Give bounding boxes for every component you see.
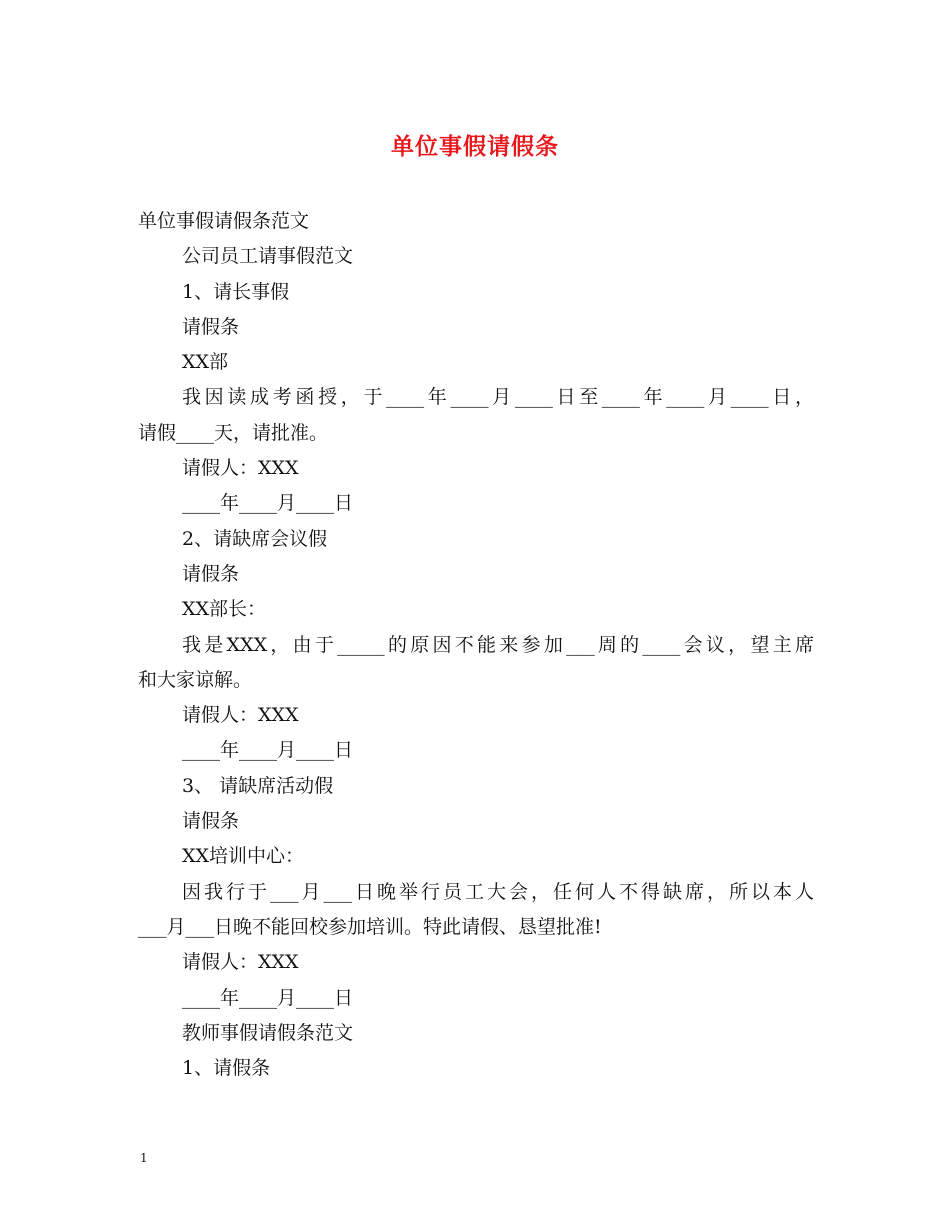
text-line: 请假条 xyxy=(182,562,240,585)
text-line: 教师事假请假条范文 xyxy=(182,1021,354,1044)
text-line: 请假人：XXX xyxy=(182,704,299,727)
text-line: 和大家谅解。 xyxy=(138,668,253,691)
text-line: XX部 xyxy=(182,351,229,374)
text-line: ___月___日晚不能回校参加培训。特此请假、恳望批准! xyxy=(138,915,602,938)
text-line: 请假条 xyxy=(182,315,240,338)
document-title: 单位事假请假条 xyxy=(391,133,559,160)
text-line: 我是XXX，由于_____的原因不能来参加___周的____会议，望主席 xyxy=(182,633,814,656)
document-body xyxy=(138,204,814,1086)
text-line: XX培训中心： xyxy=(182,845,305,868)
text-line: ____年____月____日 xyxy=(182,986,354,1009)
page-number: 1 xyxy=(140,1151,148,1165)
text-line: 1、请长事假 xyxy=(182,280,290,303)
text-line: ____年____月____日 xyxy=(182,492,354,515)
text-line: 请假____天，请批准。 xyxy=(138,421,329,444)
text-line: ____年____月____日 xyxy=(182,739,354,762)
text-line: XX部长： xyxy=(182,598,267,621)
text-line: 我因读成考函授，于____年____月____日至____年____月____日， xyxy=(182,386,814,409)
text-line: 请假人：XXX xyxy=(182,951,299,974)
text-line: 单位事假请假条范文 xyxy=(138,210,310,232)
text-line: 1、请假条 xyxy=(182,1057,271,1080)
text-line: 3、 请缺席活动假 xyxy=(182,774,334,797)
text-line: 请假人：XXX xyxy=(182,457,299,480)
text-line: 因我行于___月___日晚举行员工大会，任何人不得缺席，所以本人 xyxy=(182,880,814,903)
text-line: 2、请缺席会议假 xyxy=(182,527,328,550)
text-line: 请假条 xyxy=(182,810,240,833)
text-line: 公司员工请事假范文 xyxy=(182,245,354,268)
